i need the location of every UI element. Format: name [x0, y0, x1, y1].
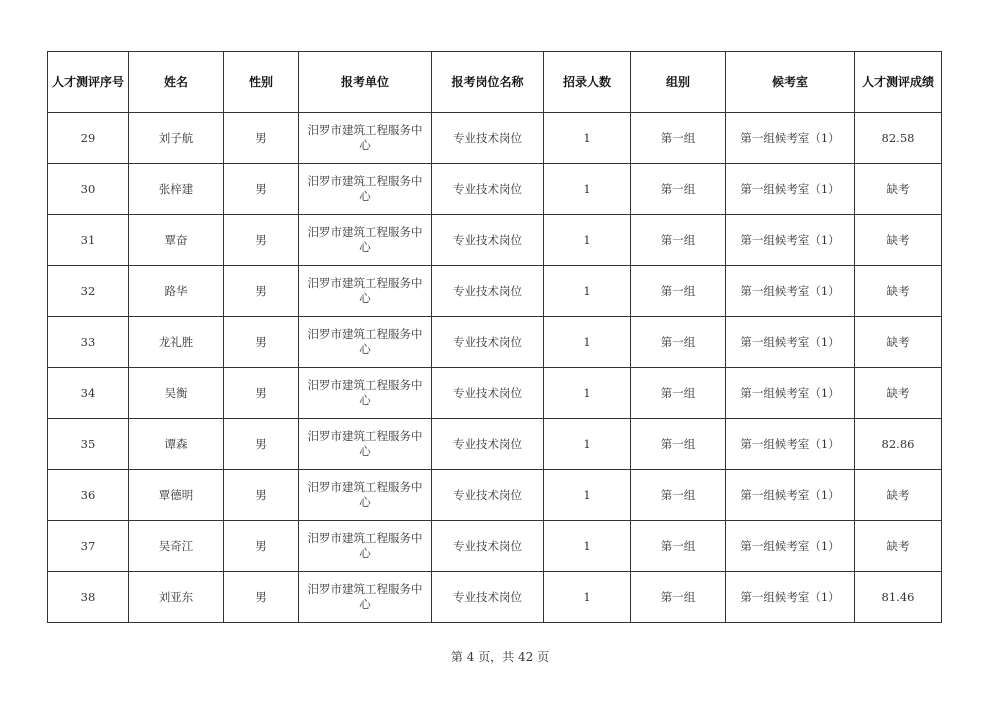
header-position: 报考岗位名称: [432, 52, 544, 113]
quota-cell: 1: [544, 164, 631, 215]
gender-cell: 男: [224, 113, 299, 164]
seq-cell: 30: [48, 164, 129, 215]
gender-cell: 男: [224, 215, 299, 266]
header-name: 姓名: [129, 52, 224, 113]
group-cell: 第一组: [631, 572, 726, 623]
waiting-room-cell: 第一组候考室（1）: [726, 266, 855, 317]
group-cell: 第一组: [631, 368, 726, 419]
header-score: 人才测评成绩: [855, 52, 942, 113]
score-cell: 缺考: [855, 317, 942, 368]
score-cell: 缺考: [855, 164, 942, 215]
waiting-room-cell: 第一组候考室（1）: [726, 368, 855, 419]
waiting-room-cell: 第一组候考室（1）: [726, 317, 855, 368]
unit-cell: 汨罗市建筑工程服务中心: [299, 368, 432, 419]
waiting-room-cell: 第一组候考室（1）: [726, 113, 855, 164]
score-cell: 缺考: [855, 266, 942, 317]
seq-cell: 37: [48, 521, 129, 572]
seq-cell: 38: [48, 572, 129, 623]
name-cell: 覃德明: [129, 470, 224, 521]
unit-cell: 汨罗市建筑工程服务中心: [299, 164, 432, 215]
quota-cell: 1: [544, 317, 631, 368]
quota-cell: 1: [544, 215, 631, 266]
position-cell: 专业技术岗位: [432, 572, 544, 623]
position-cell: 专业技术岗位: [432, 164, 544, 215]
position-cell: 专业技术岗位: [432, 521, 544, 572]
score-cell: 缺考: [855, 470, 942, 521]
name-cell: 覃奋: [129, 215, 224, 266]
gender-cell: 男: [224, 266, 299, 317]
position-cell: 专业技术岗位: [432, 215, 544, 266]
unit-cell: 汨罗市建筑工程服务中心: [299, 266, 432, 317]
waiting-room-cell: 第一组候考室（1）: [726, 215, 855, 266]
name-cell: 张梓建: [129, 164, 224, 215]
seq-cell: 32: [48, 266, 129, 317]
waiting-room-cell: 第一组候考室（1）: [726, 470, 855, 521]
group-cell: 第一组: [631, 470, 726, 521]
name-cell: 刘子航: [129, 113, 224, 164]
gender-cell: 男: [224, 521, 299, 572]
quota-cell: 1: [544, 419, 631, 470]
quota-cell: 1: [544, 521, 631, 572]
seq-cell: 33: [48, 317, 129, 368]
gender-cell: 男: [224, 419, 299, 470]
group-cell: 第一组: [631, 113, 726, 164]
waiting-room-cell: 第一组候考室（1）: [726, 164, 855, 215]
seq-cell: 36: [48, 470, 129, 521]
header-unit: 报考单位: [299, 52, 432, 113]
waiting-room-cell: 第一组候考室（1）: [726, 521, 855, 572]
name-cell: 吴奇江: [129, 521, 224, 572]
name-cell: 刘亚东: [129, 572, 224, 623]
score-cell: 缺考: [855, 215, 942, 266]
group-cell: 第一组: [631, 317, 726, 368]
table-row: [48, 113, 942, 164]
quota-cell: 1: [544, 266, 631, 317]
position-cell: 专业技术岗位: [432, 317, 544, 368]
table-row: [48, 470, 942, 521]
unit-cell: 汨罗市建筑工程服务中心: [299, 470, 432, 521]
score-cell: 缺考: [855, 521, 942, 572]
header-gender: 性别: [224, 52, 299, 113]
table-row: [48, 317, 942, 368]
quota-cell: 1: [544, 572, 631, 623]
table-row: [48, 368, 942, 419]
group-cell: 第一组: [631, 521, 726, 572]
quota-cell: 1: [544, 368, 631, 419]
position-cell: 专业技术岗位: [432, 470, 544, 521]
gender-cell: 男: [224, 572, 299, 623]
header-group: 组别: [631, 52, 726, 113]
unit-cell: 汨罗市建筑工程服务中心: [299, 419, 432, 470]
table-row: [48, 521, 942, 572]
gender-cell: 男: [224, 317, 299, 368]
seq-cell: 34: [48, 368, 129, 419]
seq-cell: 29: [48, 113, 129, 164]
quota-cell: 1: [544, 470, 631, 521]
table-row: [48, 215, 942, 266]
position-cell: 专业技术岗位: [432, 419, 544, 470]
table-row: [48, 164, 942, 215]
score-cell: 缺考: [855, 368, 942, 419]
score-cell: 82.86: [855, 419, 942, 470]
gender-cell: 男: [224, 470, 299, 521]
page-footer: 第 4 页，共 42 页: [450, 650, 550, 664]
group-cell: 第一组: [631, 164, 726, 215]
seq-cell: 35: [48, 419, 129, 470]
gender-cell: 男: [224, 164, 299, 215]
name-cell: 谭森: [129, 419, 224, 470]
group-cell: 第一组: [631, 266, 726, 317]
unit-cell: 汨罗市建筑工程服务中心: [299, 317, 432, 368]
header-row: [48, 52, 942, 113]
position-cell: 专业技术岗位: [432, 113, 544, 164]
unit-cell: 汨罗市建筑工程服务中心: [299, 215, 432, 266]
name-cell: 吴衡: [129, 368, 224, 419]
gender-cell: 男: [224, 368, 299, 419]
table-header: [48, 52, 942, 113]
header-waiting-room: 候考室: [726, 52, 855, 113]
score-table: [47, 51, 942, 623]
name-cell: 路华: [129, 266, 224, 317]
group-cell: 第一组: [631, 215, 726, 266]
waiting-room-cell: 第一组候考室（1）: [726, 419, 855, 470]
unit-cell: 汨罗市建筑工程服务中心: [299, 113, 432, 164]
header-seq: 人才测评序号: [48, 52, 129, 113]
unit-cell: 汨罗市建筑工程服务中心: [299, 521, 432, 572]
group-cell: 第一组: [631, 419, 726, 470]
position-cell: 专业技术岗位: [432, 266, 544, 317]
unit-cell: 汨罗市建筑工程服务中心: [299, 572, 432, 623]
score-cell: 81.46: [855, 572, 942, 623]
position-cell: 专业技术岗位: [432, 368, 544, 419]
waiting-room-cell: 第一组候考室（1）: [726, 572, 855, 623]
name-cell: 龙礼胜: [129, 317, 224, 368]
score-cell: 82.58: [855, 113, 942, 164]
header-quota: 招录人数: [544, 52, 631, 113]
table-row: [48, 572, 942, 623]
table-row: [48, 266, 942, 317]
table-row: [48, 419, 942, 470]
seq-cell: 31: [48, 215, 129, 266]
table-body: [48, 113, 942, 623]
quota-cell: 1: [544, 113, 631, 164]
